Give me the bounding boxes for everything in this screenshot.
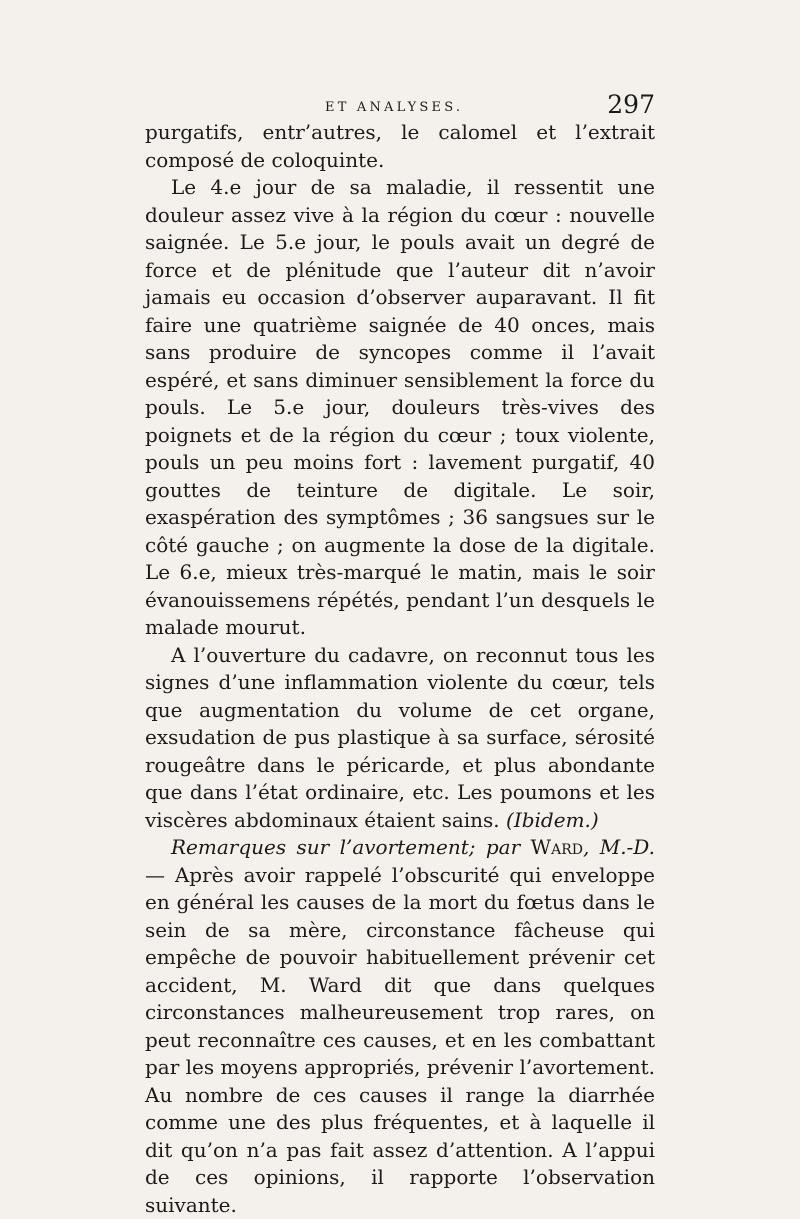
running-head: ET ANALYSES. <box>325 100 464 115</box>
paragraph-4-text: — Après avoir rappelé l’obscurité qui enveloppe en général les causes de la mort du fœtus dans le sein de sa mère, circonstance fâcheuse qui empêche de pouvoir habituellement prévenir cet accident, M. Ward dit que dans quelques circonstances malheureusement trop rares, on peut reconnaître ces causes, et en les combattant par les moyens appropriés, prévenir l’avortement. Au nombre de ces causes il range la diarrhée comme une des plus fréquentes, et à laquelle il dit qu’on n’a pas fait assez d’attention. A l’appui de ces opinions, il rapporte l’observation suivante. <box>145 862 655 1217</box>
paragraph-3 <box>145 642 655 835</box>
author-degree: , M.-D. <box>582 835 655 859</box>
page-number: 297 <box>607 90 655 119</box>
page-body <box>145 119 655 1219</box>
paragraph-4 <box>145 834 655 1219</box>
paragraph-1: purgatifs, entr’autres, le calomel et l’extrait composé de coloquinte. <box>145 120 655 172</box>
article-title: Remarques sur l’avortement; par <box>171 835 521 859</box>
paragraph-2: Le 4.e jour de sa maladie, il ressentit une douleur assez vive à la région du cœur : nouvelle saignée. Le 5.e jour, le pouls avait un degré de force et de plénitude que l’auteur dit n’avoir jamais eu occasion d’observer auparavant. Il fit faire une quatrième saignée de 40 onces, mais sans produire de syncopes comme il l’avait espéré, et sans diminuer sensiblement la force du pouls. Le 5.e jour, douleurs très-vives des poignets et de la région du cœur ; toux violente, pouls un peu moins fort : lavement purgatif, 40 gouttes de teinture de digitale. Le soir, exaspération des symptômes ; 36 sangsues sur le côté gauche ; on augmente la dose de la digitale. Le 6.e, mieux très-marqué le matin, mais le soir évanouissemens répétés, pendant l’un desquels le malade mourut. <box>145 175 655 639</box>
source-reference: (Ibidem.) <box>506 807 599 832</box>
paragraph-3-text: A l’ouverture du cadavre, on reconnut tous les signes d’une inflammation violente du cœur, tels que augmentation du volume de cet organe, exsudation de pus plastique à sa surface, sérosité rougeâtre dans le péricarde, et plus abondante que dans l’état ordinaire, etc. Les poumons et les viscères abdominaux étaient sains. <box>145 642 655 832</box>
article-author: Ward <box>530 835 583 859</box>
